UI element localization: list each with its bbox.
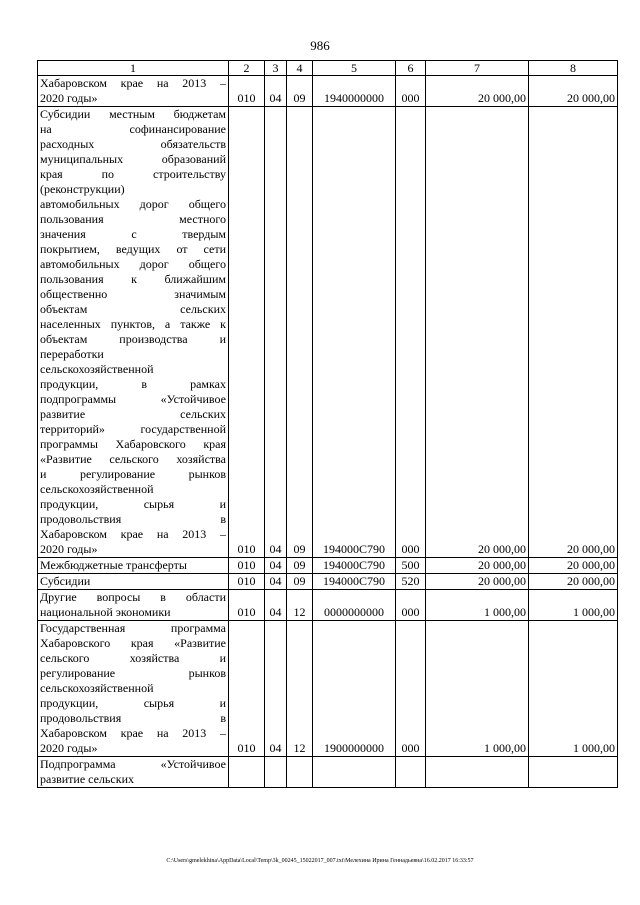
description-line: объектам сельских	[40, 302, 226, 316]
amount-cell: 20 000,00	[529, 574, 618, 590]
column-header: 5	[313, 61, 396, 76]
table-row	[38, 76, 618, 107]
description-line: покрытием, ведущих от сети	[40, 242, 226, 256]
target-article-cell: 0000000000	[313, 590, 396, 621]
description-line: Хабаровском крае на 2013 –	[40, 726, 226, 740]
description-line: 2020 годы»	[40, 91, 98, 105]
description-line: программы Хабаровского края	[40, 437, 226, 451]
description-line: пользования к ближайшим	[40, 272, 226, 286]
description-line: и регулирование рынков	[40, 467, 226, 481]
description-line: Субсидии	[40, 574, 91, 588]
column-header: 8	[529, 61, 618, 76]
description-line: края по строительству	[40, 167, 226, 181]
description-line: населенных пунктов, а также к	[40, 317, 226, 331]
amount-cell: 20 000,00	[426, 558, 529, 574]
description-line: территорий» государственной	[40, 422, 226, 436]
amount-cell	[529, 757, 618, 788]
description-line: Субсидии местным бюджетам	[40, 107, 226, 121]
description-line: сельского хозяйства и	[40, 651, 226, 665]
description-line: Межбюджетные трансферты	[40, 558, 187, 572]
amount-cell: 20 000,00	[426, 574, 529, 590]
description-line: значения с твердым	[40, 227, 226, 241]
row-description	[38, 621, 229, 757]
section-cell: 04	[265, 590, 287, 621]
description-line: продовольствия в	[40, 512, 226, 526]
section-cell: 04	[265, 621, 287, 757]
description-line: автомобильных дорог общего	[40, 257, 226, 271]
subsection-cell: 12	[287, 590, 313, 621]
subsection-cell: 12	[287, 621, 313, 757]
expense-type-cell: 500	[396, 558, 426, 574]
expense-type-cell	[396, 757, 426, 788]
table-body	[38, 76, 618, 788]
admin-code-cell: 010	[229, 590, 265, 621]
amount-cell: 20 000,00	[529, 76, 618, 107]
target-article-cell: 194000С790	[313, 558, 396, 574]
description-line: на софинансирование	[40, 122, 226, 136]
table-row	[38, 621, 618, 757]
subsection-cell: 09	[287, 107, 313, 558]
description-line: Хабаровском крае на 2013 –	[40, 76, 226, 90]
description-line: продукции, сырья и	[40, 696, 226, 710]
description-line: автомобильных дорог общего	[40, 197, 226, 211]
admin-code-cell: 010	[229, 76, 265, 107]
amount-cell: 1 000,00	[529, 621, 618, 757]
section-cell: 04	[265, 558, 287, 574]
section-cell: 04	[265, 574, 287, 590]
description-line: продовольствия в	[40, 711, 226, 725]
subsection-cell: 09	[287, 558, 313, 574]
description-line: (реконструкции)	[40, 182, 125, 196]
description-line: Хабаровском крае на 2013 –	[40, 527, 226, 541]
description-line: развитие сельских	[40, 772, 134, 786]
table-row	[38, 107, 618, 558]
amount-cell: 20 000,00	[426, 76, 529, 107]
amount-cell: 1 000,00	[426, 621, 529, 757]
section-cell: 04	[265, 76, 287, 107]
subsection-cell: 09	[287, 76, 313, 107]
description-line: Хабаровского края «Развитие	[40, 636, 226, 650]
amount-cell: 20 000,00	[426, 107, 529, 558]
admin-code-cell	[229, 757, 265, 788]
table-header-row	[38, 61, 618, 76]
admin-code-cell: 010	[229, 107, 265, 558]
target-article-cell: 194000С790	[313, 574, 396, 590]
row-description	[38, 590, 229, 621]
expense-type-cell: 000	[396, 590, 426, 621]
description-line: развитие сельских	[40, 407, 226, 421]
admin-code-cell: 010	[229, 574, 265, 590]
table-row	[38, 558, 618, 574]
description-line: продукции, в рамках	[40, 377, 226, 391]
description-line: Подпрограмма «Устойчивое	[40, 757, 226, 771]
row-description	[38, 76, 229, 107]
description-line: «Развитие сельского хозяйства	[40, 452, 226, 466]
column-header: 4	[287, 61, 313, 76]
amount-cell: 20 000,00	[529, 107, 618, 558]
budget-table	[37, 60, 618, 788]
description-line: объектам производства и	[40, 332, 226, 346]
expense-type-cell: 000	[396, 107, 426, 558]
table-row	[38, 590, 618, 621]
subsection-cell	[287, 757, 313, 788]
table-row	[38, 574, 618, 590]
column-header: 3	[265, 61, 287, 76]
description-line: продукции, сырья и	[40, 497, 226, 511]
description-line: 2020 годы»	[40, 542, 98, 556]
description-line: Другие вопросы в области	[40, 590, 226, 604]
table-row	[38, 757, 618, 788]
description-line: Государственная программа	[40, 621, 226, 635]
expense-type-cell: 000	[396, 621, 426, 757]
description-line: регулирование рынков	[40, 666, 226, 680]
footer-file-path: C:\Users\gmelekhina\AppData\Local\Temp\3k_00245_15022017_007.txt\Мелехина Ирина Геннадьевна\16.02.2017 16:33:57	[166, 858, 474, 864]
expense-type-cell: 000	[396, 76, 426, 107]
column-header: 7	[426, 61, 529, 76]
target-article-cell: 1900000000	[313, 621, 396, 757]
description-line: 2020 годы»	[40, 741, 98, 755]
description-line: сельскохозяйственной	[40, 681, 154, 695]
amount-cell: 20 000,00	[529, 558, 618, 574]
column-header: 6	[396, 61, 426, 76]
target-article-cell: 194000С790	[313, 107, 396, 558]
row-description	[38, 574, 229, 590]
column-header: 1	[38, 61, 229, 76]
target-article-cell	[313, 757, 396, 788]
description-line: расходных обязательств	[40, 137, 226, 151]
amount-cell: 1 000,00	[529, 590, 618, 621]
column-header: 2	[229, 61, 265, 76]
section-cell	[265, 757, 287, 788]
description-line: подпрограммы «Устойчивое	[40, 392, 226, 406]
description-line: пользования местного	[40, 212, 226, 226]
row-description	[38, 107, 229, 558]
description-line: сельскохозяйственной	[40, 482, 154, 496]
description-line: общественно значимым	[40, 287, 226, 301]
description-line: муниципальных образований	[40, 152, 226, 166]
page-number: 986	[310, 38, 330, 53]
section-cell: 04	[265, 107, 287, 558]
description-line: национальной экономики	[40, 605, 171, 619]
admin-code-cell: 010	[229, 621, 265, 757]
amount-cell: 1 000,00	[426, 590, 529, 621]
amount-cell	[426, 757, 529, 788]
target-article-cell: 1940000000	[313, 76, 396, 107]
expense-type-cell: 520	[396, 574, 426, 590]
row-description	[38, 558, 229, 574]
admin-code-cell: 010	[229, 558, 265, 574]
description-line: сельскохозяйственной	[40, 362, 154, 376]
description-line: переработки	[40, 347, 104, 361]
subsection-cell: 09	[287, 574, 313, 590]
row-description	[38, 757, 229, 788]
